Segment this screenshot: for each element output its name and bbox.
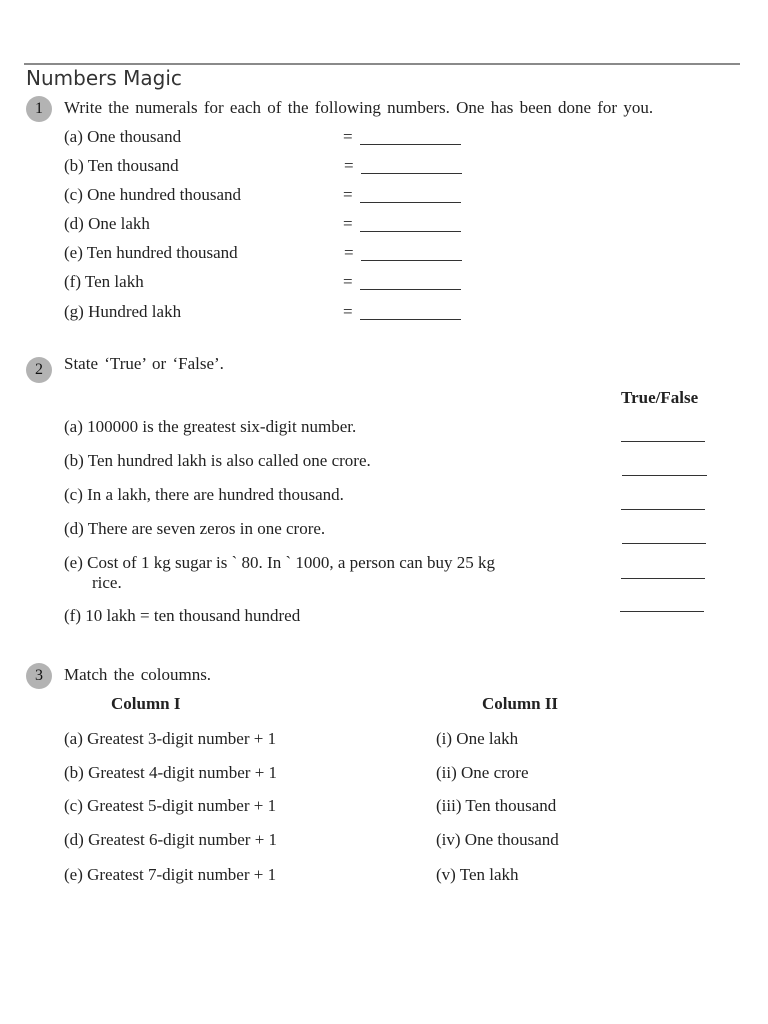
chapter-title: Numbers Magic (26, 66, 182, 90)
q1-item-a-equals: = (343, 127, 353, 146)
q2-item-d-text: (d) There are seven zeros in one crore. (64, 519, 326, 538)
q1-item-g-equals: = (343, 302, 353, 321)
column-2-item: (i) One lakh (436, 729, 519, 748)
top-rule (24, 63, 740, 65)
question-3-instruction: Match the coloumns. (64, 665, 212, 684)
q2-item-e-text: (e) Cost of 1 kg sugar is ` 80. In ` 1000, a person can buy 25 kg (64, 553, 496, 572)
q1-item-f-equals: = (343, 272, 353, 291)
q2-item-b-text: (b) Ten hundred lakh is also called one crore. (64, 451, 371, 470)
column-1-item: (c) Greatest 5-digit number + 1 (64, 796, 277, 815)
question-1-number: 1 (26, 96, 52, 122)
q1-item-f-answer-blank[interactable] (360, 289, 461, 290)
column-1-item: (e) Greatest 7-digit number + 1 (64, 865, 277, 884)
question-2-instruction: State ‘True’ or ‘False’. (64, 354, 224, 373)
column-2-item: (iii) Ten thousand (436, 796, 557, 815)
q1-item-f-label: (f) Ten lakh (64, 272, 144, 291)
q2-item-c-answer-blank[interactable] (621, 509, 705, 510)
q1-item-b-label: (b) Ten thousand (64, 156, 179, 175)
q1-item-b-answer-blank[interactable] (361, 173, 462, 174)
column-2-header: Column II (482, 694, 559, 713)
q2-item-f-answer-blank[interactable] (620, 611, 704, 612)
column-1-item: (b) Greatest 4-digit number + 1 (64, 763, 278, 782)
column-2-item: (ii) One crore (436, 763, 529, 782)
q1-item-a-answer-blank[interactable] (360, 144, 461, 145)
q1-item-e-equals: = (344, 243, 354, 262)
column-2-item: (v) Ten lakh (436, 865, 519, 884)
q1-item-d-label: (d) One lakh (64, 214, 150, 233)
question-2-number: 2 (26, 357, 52, 383)
column-2-item: (iv) One thousand (436, 830, 559, 849)
q1-item-e-answer-blank[interactable] (361, 260, 462, 261)
q1-item-b-equals: = (344, 156, 354, 175)
q1-item-g-label: (g) Hundred lakh (64, 302, 182, 321)
q1-item-c-label: (c) One hundred thousand (64, 185, 242, 204)
q2-item-a-answer-blank[interactable] (621, 441, 705, 442)
q1-item-d-answer-blank[interactable] (360, 231, 461, 232)
column-1-item: (a) Greatest 3-digit number + 1 (64, 729, 277, 748)
true-false-header: True/False (621, 388, 699, 407)
q2-item-f-text: (f) 10 lakh = ten thousand hundred (64, 606, 301, 625)
column-1-header: Column I (111, 694, 181, 713)
q1-item-c-equals: = (343, 185, 353, 204)
q2-item-b-answer-blank[interactable] (622, 475, 707, 476)
question-3-number: 3 (26, 663, 52, 689)
q2-item-a-text: (a) 100000 is the greatest six-digit number. (64, 417, 357, 436)
q2-item-e-text-continued: rice. (92, 573, 122, 592)
question-1-instruction: Write the numerals for each of the following numbers. One has been done for you. (64, 98, 654, 117)
q1-item-d-equals: = (343, 214, 353, 233)
q1-item-g-answer-blank[interactable] (360, 319, 461, 320)
q2-item-c-text: (c) In a lakh, there are hundred thousand. (64, 485, 344, 504)
q2-item-d-answer-blank[interactable] (622, 543, 706, 544)
column-1-item: (d) Greatest 6-digit number + 1 (64, 830, 278, 849)
q1-item-a-label: (a) One thousand (64, 127, 182, 146)
q1-item-c-answer-blank[interactable] (360, 202, 461, 203)
q2-item-e-answer-blank[interactable] (621, 578, 705, 579)
q1-item-e-label: (e) Ten hundred thousand (64, 243, 238, 262)
